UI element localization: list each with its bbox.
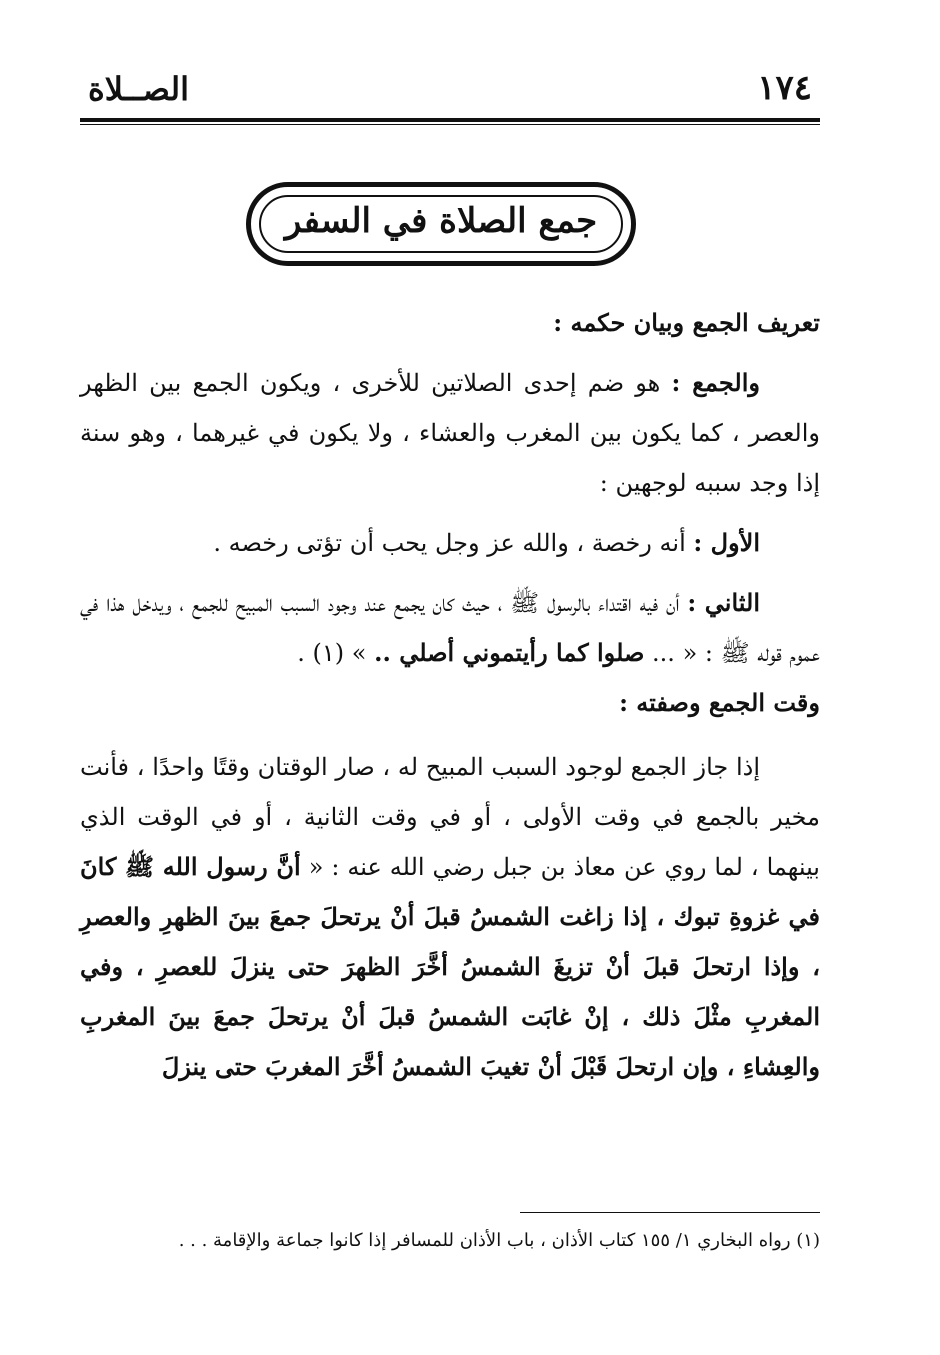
chapter-title: جمع الصلاة في السفر bbox=[284, 201, 598, 241]
body-text bbox=[80, 298, 820, 1092]
second-reason-text: أن فيه اقتداء بالرسول ﷺ ، حيث كان يجمع عند وجود السبب المبيح للجمع ، ويدخل هذا في عموم قوله ﷺ : « ... bbox=[80, 589, 820, 667]
first-reason-term: الأول : bbox=[693, 528, 760, 557]
header-rule bbox=[80, 118, 820, 122]
second-reason-term: الثاني : bbox=[687, 588, 761, 617]
page-number: ١٧٤ bbox=[757, 68, 812, 108]
second-reason-end: » (١) . bbox=[297, 639, 367, 667]
hadith-text: أنَّ رسول الله ﷺ كانَ في غزوةِ تبوك ، إذا زاغت الشمسُ قبلَ أنْ يرتحلَ جمعَ بينَ الظهرِ والعصرِ ، وإذا ارتحلَ قبلَ أنْ تزيغَ الشمسُ أخَّرَ الظهرَ حتى ينزلَ للعصرِ ، وفي المغربِ مثْلَ ذلك ، إنْ غابَت الشمسُ قبلَ أنْ يرتحلَ جمعَ بينَ المغربِ والعِشاءِ ، وإن ارتحلَ قَبْلَ أنْ تغيبَ الشمسُ أخَّرَ المغربَ حتى ينزلَ bbox=[80, 852, 821, 1081]
second-reason-quote: صلوا كما رأيتموني أصلي .. bbox=[374, 638, 645, 667]
time-text: إذا جاز الجمع لوجود السبب المبيح له ، صار الوقتان وقتًا واحدًا ، فأنت مخير بالجمع في وقت الأولى ، أو في وقت الثانية ، أو في الوقت الذي بينهما ، لما روي عن معاذ بن جبل رضي الله عنه : « bbox=[80, 753, 820, 881]
definition-text: هو ضم إحدى الصلاتين للأخرى ، ويكون الجمع بين الظهر والعصر ، كما يكون بين المغرب والعشاء ، ولا يكون في غيرهما ، وهو سنة إذا وجد سببه لوجهين : bbox=[80, 369, 820, 497]
definition-paragraph bbox=[80, 358, 820, 508]
footnote-rule bbox=[520, 1212, 820, 1213]
definition-term: والجمع : bbox=[671, 368, 760, 397]
footnote: (١) رواه البخاري ١/ ١٥٥ كتاب الأذان ، باب الأذان للمسافر إذا كانوا جماعة والإقامة . . . bbox=[178, 1230, 820, 1251]
header-rule-thin bbox=[80, 124, 820, 125]
first-reason-text: أنه رخصة ، والله عز وجل يحب أن تؤتى رخصه . bbox=[213, 529, 686, 557]
page-header bbox=[80, 60, 820, 120]
definition-heading: تعريف الجمع وبيان حكمه : bbox=[553, 308, 820, 337]
time-paragraph bbox=[80, 742, 820, 1092]
chapter-title-frame bbox=[246, 182, 636, 266]
time-heading: وقت الجمع وصفته : bbox=[619, 688, 820, 717]
second-reason-paragraph bbox=[80, 578, 820, 678]
first-reason-paragraph bbox=[80, 518, 820, 568]
running-title: الصــلاة bbox=[88, 70, 189, 108]
